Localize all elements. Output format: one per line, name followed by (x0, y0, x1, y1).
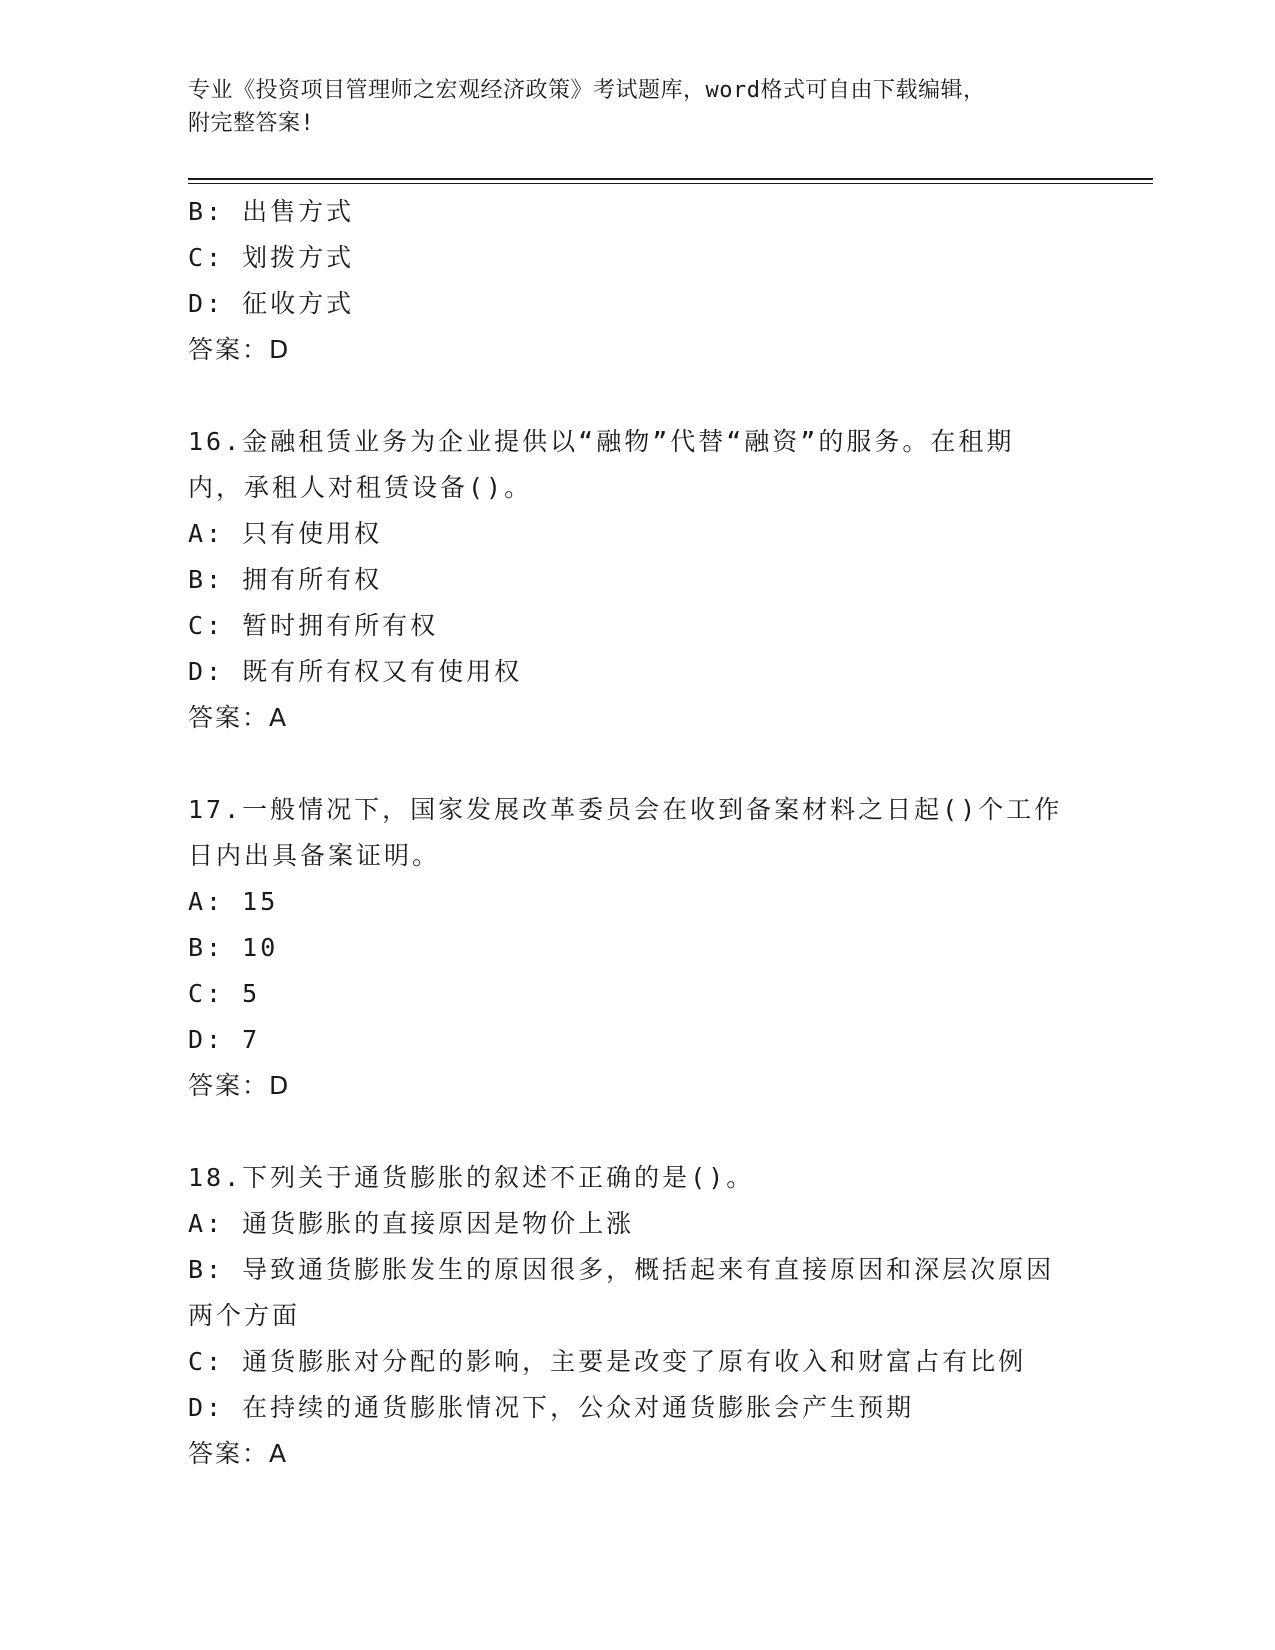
header-line-2: 附完整答案! (188, 111, 315, 136)
question-stem: 16.金融租赁业务为企业提供以“融物”代替“融资”的服务。在租期 (188, 427, 1015, 456)
option-b: B: 出售方式 (188, 197, 355, 226)
question-18 (188, 1155, 1088, 1477)
option-a: A: 15 (188, 887, 279, 916)
option-c: C: 暂时拥有所有权 (188, 611, 439, 640)
question-15-tail (188, 189, 1088, 373)
option-d: D: 在持续的通货膨胀情况下，公众对通货膨胀会产生预期 (188, 1393, 915, 1422)
option-d: D: 征收方式 (188, 289, 355, 318)
question-stem: 18.下列关于通货膨胀的叙述不正确的是()。 (188, 1163, 755, 1192)
answer-line: 答案：D (188, 1071, 291, 1100)
spacer (188, 1109, 1088, 1155)
question-stem: 17.一般情况下，国家发展改革委员会在收到备案材料之日起()个工作 (188, 795, 1063, 824)
answer-line: 答案：A (188, 1439, 289, 1468)
question-list (188, 189, 1088, 1477)
option-a: A: 通货膨胀的直接原因是物价上涨 (188, 1209, 635, 1238)
question-stem-continued: 日内出具备案证明。 (188, 841, 441, 870)
option-b: B: 导致通货膨胀发生的原因很多，概括起来有直接原因和深层次原因 (188, 1255, 1055, 1284)
header-line-1: 专业《投资项目管理师之宏观经济政策》考试题库，word格式可自由下载编辑， (188, 78, 986, 103)
option-d: D: 7 (188, 1025, 261, 1054)
option-b: B: 拥有所有权 (188, 565, 383, 594)
header-rule-thick (188, 178, 1153, 180)
answer-line: 答案：A (188, 703, 289, 732)
option-a: A: 只有使用权 (188, 519, 383, 548)
spacer (188, 741, 1088, 787)
spacer (188, 373, 1088, 419)
option-b: B: 10 (188, 933, 279, 962)
option-d: D: 既有所有权又有使用权 (188, 657, 523, 686)
question-17 (188, 787, 1088, 1109)
question-16 (188, 419, 1088, 741)
answer-line: 答案：D (188, 335, 291, 364)
header-rule-thin (188, 183, 1153, 184)
option-b-continued: 两个方面 (188, 1301, 301, 1330)
document-header (188, 74, 1068, 140)
option-c: C: 通货膨胀对分配的影响，主要是改变了原有收入和财富占有比例 (188, 1347, 1027, 1376)
option-c: C: 划拨方式 (188, 243, 355, 272)
question-stem-continued: 内，承租人对租赁设备()。 (188, 473, 533, 502)
option-c: C: 5 (188, 979, 261, 1008)
